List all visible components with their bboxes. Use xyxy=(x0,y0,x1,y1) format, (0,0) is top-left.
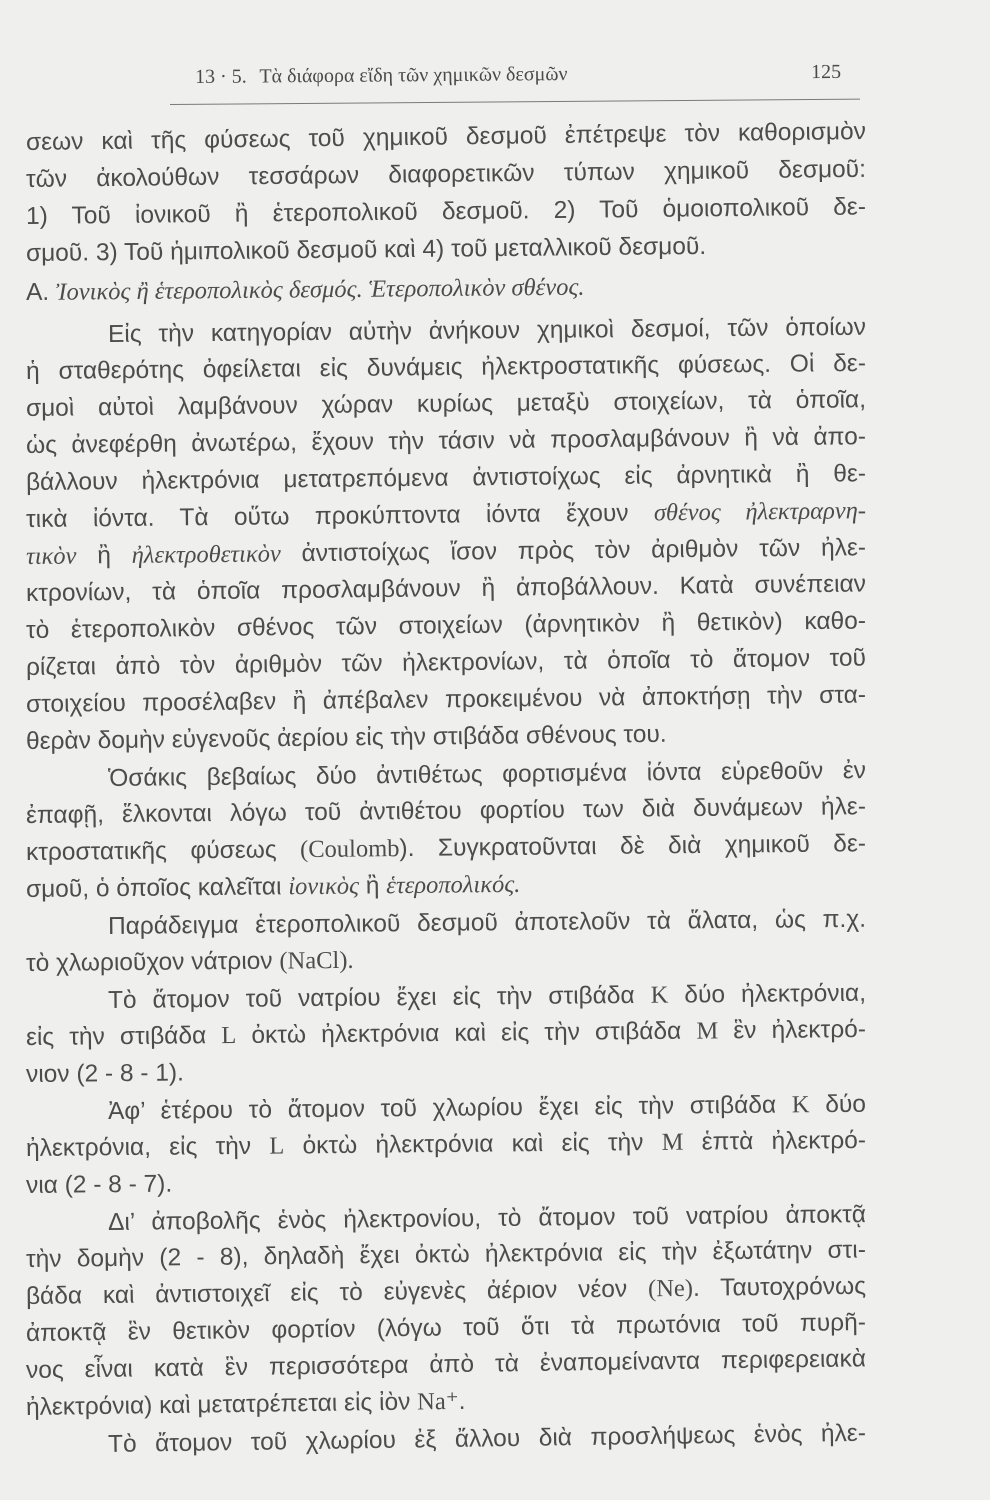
text-line: Ὁσάκις βεβαίως δύο ἀντιθέτως φορτισμένα ἰόντα εὑρεθοῦν ἐν xyxy=(107,757,867,792)
text-line: Ἀφ’ ἑτέρου τὸ ἄτομον τοῦ χλωρίου ἔχει εἰς τὴν στιβάδα K δύο xyxy=(107,1090,867,1125)
latin-term: (NaCl). xyxy=(279,946,354,975)
section-heading xyxy=(195,63,568,89)
text-line: σμοῦ. 3) Τοῦ ἡμιπολικοῦ δεσμοῦ καὶ 4) τοῦ μεταλλικοῦ δεσμοῦ. xyxy=(25,232,707,267)
text-line: τικὰ ἰόντα. Τὰ οὕτω προκύπτοντα ἰόντα ἔχουν σθένος ἠλεκτραρνη- xyxy=(25,497,867,533)
text-line: σμοὶ αὐτοὶ λαμβάνουν χώραν κυρίως μεταξὺ στοιχείων, τὰ ὁποῖα, xyxy=(25,386,867,422)
page-number: 125 xyxy=(810,60,842,84)
text-line: σεων καὶ τῆς φύσεως τοῦ χημικοῦ δεσμοῦ ἐπέτρεψε τὸν καθορισμὸν xyxy=(25,118,867,156)
italic-term: ἑτεροπολικός. xyxy=(386,870,521,900)
text-line: 1) Τοῦ ἰονικοῦ ἢ ἑτεροπολικοῦ δεσμοῦ. 2) Τοῦ ὁμοιοπολικοῦ δε- xyxy=(25,193,867,230)
italic-term: σθένος ἠλεκτραρνη- xyxy=(653,497,867,527)
text-line: Τὸ ἄτομον τοῦ νατρίου ἔχει εἰς τὴν στιβάδα K δύο ἠλεκτρόνια, xyxy=(107,979,867,1014)
text-line: Τὸ ἄτομον τοῦ χλωρίου ἐξ ἄλλου διὰ προσλήψεως ἑνὸς ἠλε- xyxy=(107,1419,867,1458)
text-line: στοιχείου προσέλαβεν ἢ ἀπέβαλεν προκειμένου νὰ ἀποκτήσῃ τὴν στα- xyxy=(25,681,867,718)
text-line: βάδα καὶ ἀντιστοιχεῖ εἰς τὸ εὐγενὲς ἀέριον νέον (Ne). Ταυτοχρόνως xyxy=(25,1272,867,1310)
text-line: σμοῦ, ὁ ὁποῖος καλεῖται ἰονικὸς ἢ ἑτεροπολικός. xyxy=(25,870,521,903)
text-line: τῶν ἀκολούθων τεσσάρων διαφορετικῶν τύπων χημικοῦ δεσμοῦ: xyxy=(25,155,867,193)
text-line: βάλλουν ἠλεκτρόνια μετατρεπόμενα ἀντιστοίχως εἰς ἀρνητικὰ ἢ θε- xyxy=(25,460,867,496)
italic-term: ἠλεκτροθετικὸν xyxy=(131,540,281,569)
latin-term: (Coulomb xyxy=(299,835,400,864)
text-line: ὡς ἀνεφέρθη ἀνωτέρω, ἔχουν τὴν τάσιν νὰ προσλαμβάνουν ἢ νὰ ἀπο- xyxy=(25,423,867,459)
text-line: νος εἶναι κατὰ ἓν περισσότερα ἀπὸ τὰ ἐναπομείναντα περιφερειακὰ xyxy=(25,1345,867,1384)
text-line: ρίζεται ἀπὸ τὸν ἀριθμὸν τῶν ἠλεκτρονίων, τὰ ὁποῖα τὸ ἄτομον τοῦ xyxy=(25,644,867,681)
text-line: εἰς τὴν στιβάδα L ὀκτὼ ἠλεκτρόνια καὶ εἰς τὴν στιβάδα M ἓν ἠλεκτρό- xyxy=(25,1015,867,1051)
text-line: τὸ χλωριοῦχον νάτριον (NaCl). xyxy=(25,946,354,977)
text-line: νια (2 - 8 - 7). xyxy=(25,1170,173,1199)
italic-term: ἰονικὸς xyxy=(288,872,360,901)
latin-term: (Ne) xyxy=(647,1274,694,1303)
text-line: ἡ σταθερότης ὀφείλεται εἰς δυνάμεις ἠλεκτροστατικῆς φύσεως. Οἱ δε- xyxy=(25,349,867,385)
text-line: τὸ ἑτεροπολικὸν σθένος τῶν στοιχείων (ἀρνητικὸν ἢ θετικὸν) καθο- xyxy=(25,607,867,644)
text-line: Δι’ ἀποβολῆς ἑνὸς ἠλεκτρονίου, τὸ ἄτομον τοῦ νατρίου ἀποκτᾷ xyxy=(107,1201,867,1236)
text-line: ἀποκτᾷ ἓν θετικὸν φορτίον (λόγω τοῦ ὅτι τὰ πρωτόνια τοῦ πυρῆ- xyxy=(25,1309,867,1347)
latin-term: Na⁺ xyxy=(417,1387,459,1416)
heading-label: Α. xyxy=(25,278,50,306)
section-number: 13 · 5. xyxy=(195,65,247,88)
text-line: Εἰς τὴν κατηγορίαν αὐτὴν ἀνήκουν χημικοὶ δεσμοί, τῶν ὁποίων xyxy=(107,313,867,348)
text-line: τὴν δομὴν (2 - 8), δηλαδὴ ἔχει ὀκτὼ ἠλεκτρόνια εἰς τὴν ἐξωτάτην στι- xyxy=(25,1236,867,1273)
italic-term: τικὸν xyxy=(25,542,77,570)
text-line: ἠλεκτρόνια, εἰς τὴν L ὀκτὼ ἠλεκτρόνια καὶ εἰς τὴν M ἑπτὰ ἠλεκτρό- xyxy=(25,1126,867,1162)
text-line: κτρονίων, τὰ ὁποῖα προσλαμβάνουν ἢ ἀποβάλλουν. Κατὰ συνέπειαν xyxy=(25,570,867,607)
text-line: ἐπαφῇ, ἕλκονται λόγω τοῦ ἀντιθέτου φορτίου των διὰ δυνάμεων ἠλε- xyxy=(25,793,867,829)
running-header xyxy=(195,61,865,102)
section-title: Τὰ διάφορα εἴδη τῶν χημικῶν δεσμῶν xyxy=(259,63,568,88)
text-line: νιον (2 - 8 - 1). xyxy=(25,1059,185,1088)
heading-title: Ἰονικὸς ἢ ἑτεροπολικὸς δεσμός. Ἑτεροπολικὸν σθένος. xyxy=(55,273,585,306)
text-line: θερὰν δομὴν εὐγενοῦς ἀερίου εἰς τὴν στιβάδα σθένους του. xyxy=(25,720,667,755)
text-line: ἠλεκτρόνια) καὶ μετατρέπεται εἰς ἰὸν Na⁺. xyxy=(25,1387,466,1421)
subsection-heading xyxy=(26,268,866,310)
text-line: τικὸν ἢ ἠλεκτροθετικὸν ἀντιστοίχως ἴσον πρὸς τὸν ἀριθμὸν τῶν ἠλε- xyxy=(25,534,867,570)
text-line: Παράδειγμα ἑτεροπολικοῦ δεσμοῦ ἀποτελοῦν τὰ ἅλατα, ὡς π.χ. xyxy=(107,905,867,940)
text-line: κτροστατικῆς φύσεως (Coulomb). Συγκρατοῦνται δὲ διὰ χημικοῦ δε- xyxy=(25,830,867,866)
